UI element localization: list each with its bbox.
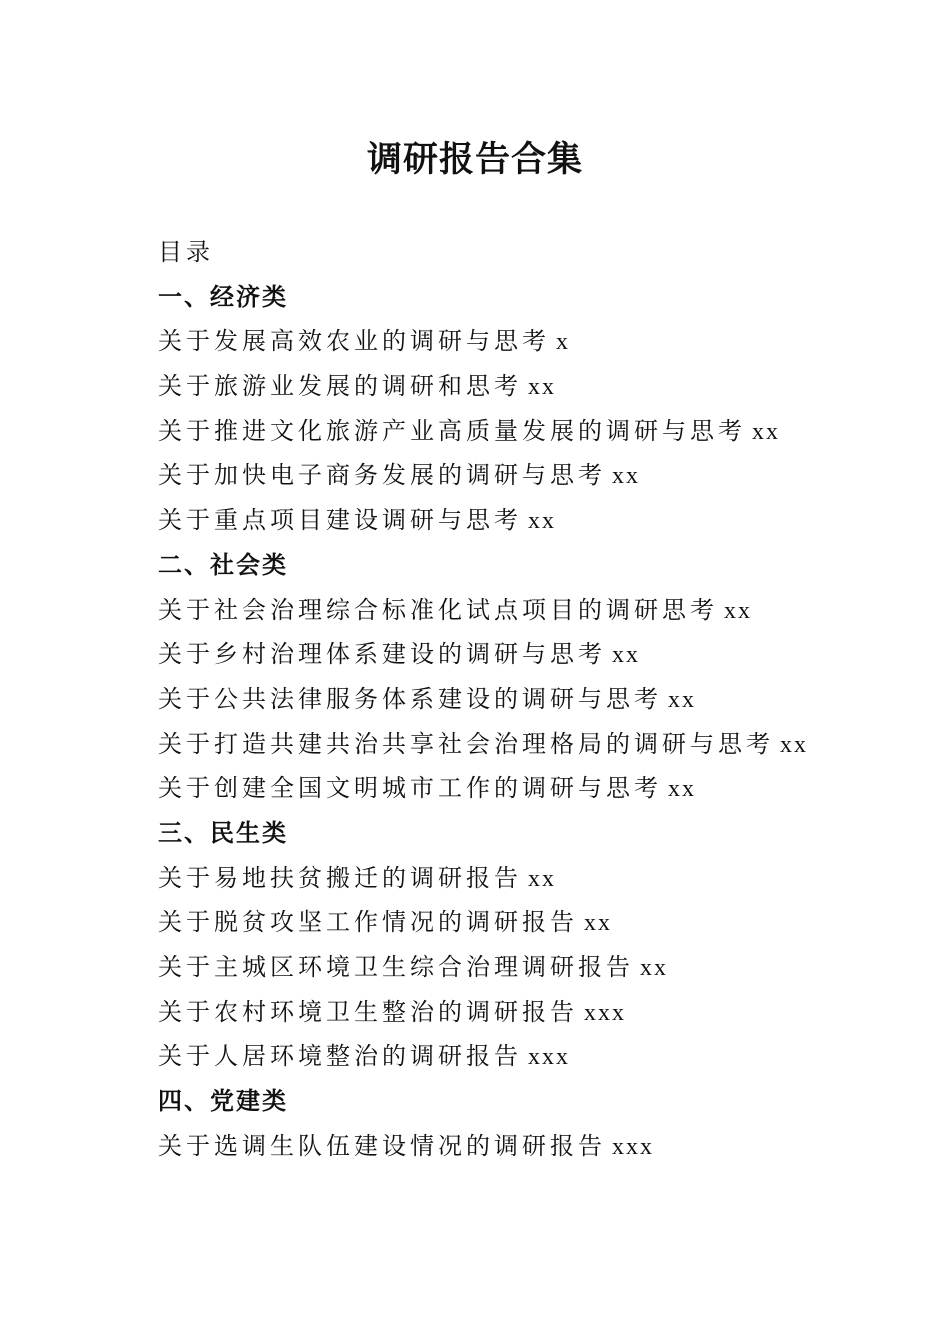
toc-entry-title: 关于公共法律服务体系建设的调研与思考 (158, 684, 662, 713)
toc-entry[interactable] (158, 453, 878, 498)
toc-entry-title: 关于推进文化旅游产业高质量发展的调研与思考 (158, 416, 746, 445)
toc-section-heading: 一、经济类 (158, 282, 288, 311)
toc-entry-title: 关于打造共建共治共享社会治理格局的调研与思考 (158, 729, 774, 758)
toc-entry-page: xxx (612, 1133, 654, 1160)
toc-entry[interactable] (158, 588, 878, 633)
toc-entry-page: xx (724, 597, 752, 624)
toc-entry-title: 关于选调生队伍建设情况的调研报告 (158, 1131, 606, 1160)
toc-entry-title: 关于发展高效农业的调研与思考 (158, 327, 550, 356)
toc-entry-page: xx (528, 865, 556, 892)
toc-heading: 目录 (158, 238, 214, 266)
toc-section-heading: 四、党建类 (158, 1087, 288, 1116)
toc-entry-title: 关于乡村治理体系建设的调研与思考 (158, 640, 606, 669)
toc-entry-title: 关于易地扶贫搬迁的调研报告 (158, 863, 522, 892)
toc-entry-title: 关于旅游业发展的调研和思考 (158, 372, 522, 401)
toc-entry-page: xx (640, 955, 668, 981)
toc-entry-page: xx (584, 910, 612, 937)
toc-entry-title: 关于人居环境整治的调研报告 (158, 1042, 522, 1071)
toc-entry-page: xx (780, 731, 808, 758)
toc-entry[interactable] (158, 766, 878, 811)
toc-entry-page: x (556, 329, 570, 356)
toc-entry-page: xx (528, 508, 556, 535)
toc-entry[interactable] (158, 364, 878, 409)
toc-entry[interactable] (158, 1124, 878, 1169)
toc-entry-title: 关于主城区环境卫生综合治理调研报告 (158, 953, 634, 981)
toc-entry-page: xx (612, 463, 640, 490)
toc-entry[interactable] (158, 945, 878, 990)
toc-entry-title: 关于加快电子商务发展的调研与思考 (158, 461, 606, 490)
toc-section-heading: 二、社会类 (158, 550, 288, 579)
table-of-contents (158, 230, 878, 1168)
toc-entry[interactable] (158, 856, 878, 901)
toc-entry-title: 关于社会治理综合标准化试点项目的调研思考 (158, 595, 718, 624)
toc-entry[interactable] (158, 409, 878, 454)
toc-entry-page: xxx (584, 999, 626, 1026)
toc-entry[interactable] (158, 990, 878, 1035)
toc-entry-page: xx (612, 642, 640, 669)
toc-entry[interactable] (158, 900, 878, 945)
toc-entry-title: 关于重点项目建设调研与思考 (158, 506, 522, 535)
toc-entry[interactable] (158, 677, 878, 722)
toc-entry-title: 关于农村环境卫生整治的调研报告 (158, 997, 578, 1026)
toc-entry[interactable] (158, 498, 878, 543)
toc-entry[interactable] (158, 1034, 878, 1079)
page-title: 调研报告合集 (366, 139, 583, 180)
toc-entry-title: 关于脱贫攻坚工作情况的调研报告 (158, 908, 578, 937)
toc-entry-page: xx (668, 686, 696, 713)
toc-entry[interactable] (158, 632, 878, 677)
toc-section-heading: 三、民生类 (158, 818, 288, 847)
toc-entry-page: xx (752, 418, 780, 445)
toc-entry[interactable] (158, 319, 878, 364)
toc-entry-page: xxx (528, 1044, 570, 1071)
toc-entry-page: xx (528, 374, 556, 401)
toc-entry[interactable] (158, 722, 878, 767)
toc-entry-title: 关于创建全国文明城市工作的调研与思考 (158, 774, 662, 803)
toc-entry-page: xx (668, 776, 696, 803)
